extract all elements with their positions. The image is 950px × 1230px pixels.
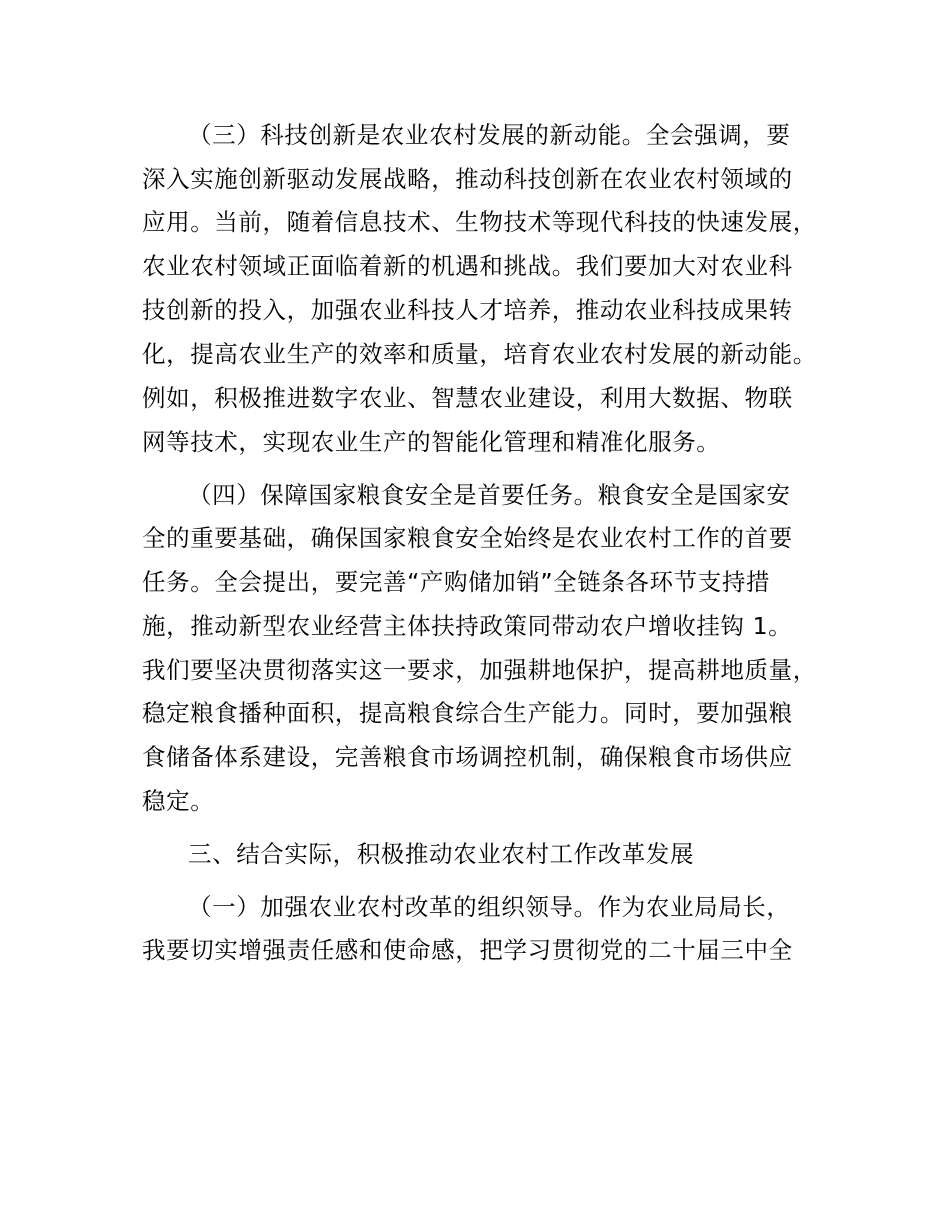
paragraph-3-line-1: （三）科技创新是农业农村发展的新动能。全会强调，要 <box>188 121 791 149</box>
paragraph-4-line-8: 稳定。 <box>142 787 215 815</box>
paragraph-3-line-3: 应用。当前，随着信息技术、生物技术等现代科技的快速发展， <box>142 208 817 236</box>
paragraph-4-line-3: 任务。全会提出，要完善“产购储加销”全链条各环节支持措 <box>142 568 771 596</box>
paragraph-4-line-7: 食储备体系建设，完善粮食市场调控机制，确保粮食市场供应 <box>142 743 793 771</box>
section-heading: 三、结合实际，积极推动农业农村工作改革发展 <box>188 840 695 868</box>
paragraph-3-line-6: 化，提高农业生产的效率和质量，培育农业农村发展的新动能。 <box>142 340 817 368</box>
paragraph-4-line-4: 施，推动新型农业经营主体扶持政策同带动农户增收挂钩 1。 <box>142 612 793 640</box>
paragraph-3-line-4: 农业农村领域正面临着新的机遇和挑战。我们要加大对农业科 <box>142 252 793 280</box>
paragraph-5-line-2: 我要切实增强责任感和使命感，把学习贯彻党的二十届三中全 <box>142 936 793 964</box>
paragraph-3-line-7: 例如，积极推进数字农业、智慧农业建设，利用大数据、物联 <box>142 384 793 412</box>
paragraph-5-line-1: （一）加强农业农村改革的组织领导。作为农业局局长， <box>188 893 791 921</box>
paragraph-4-line-6: 稳定粮食播种面积，提高粮食综合生产能力。同时，要加强粮 <box>142 699 793 727</box>
paragraph-4-line-2: 全的重要基础，确保国家粮食安全始终是农业农村工作的首要 <box>142 524 793 552</box>
paragraph-3-line-2: 深入实施创新驱动发展战略，推动科技创新在农业农村领域的 <box>142 165 793 193</box>
paragraph-4-line-1: （四）保障国家粮食安全是首要任务。粮食安全是国家安 <box>188 481 791 509</box>
paragraph-3-line-5: 技创新的投入，加强农业科技人才培养，推动农业科技成果转 <box>142 296 793 324</box>
paragraph-4-line-5: 我们要坚决贯彻落实这一要求，加强耕地保护，提高耕地质量， <box>142 656 817 684</box>
paragraph-3-line-8: 网等技术，实现农业生产的智能化管理和精准化服务。 <box>142 428 721 456</box>
